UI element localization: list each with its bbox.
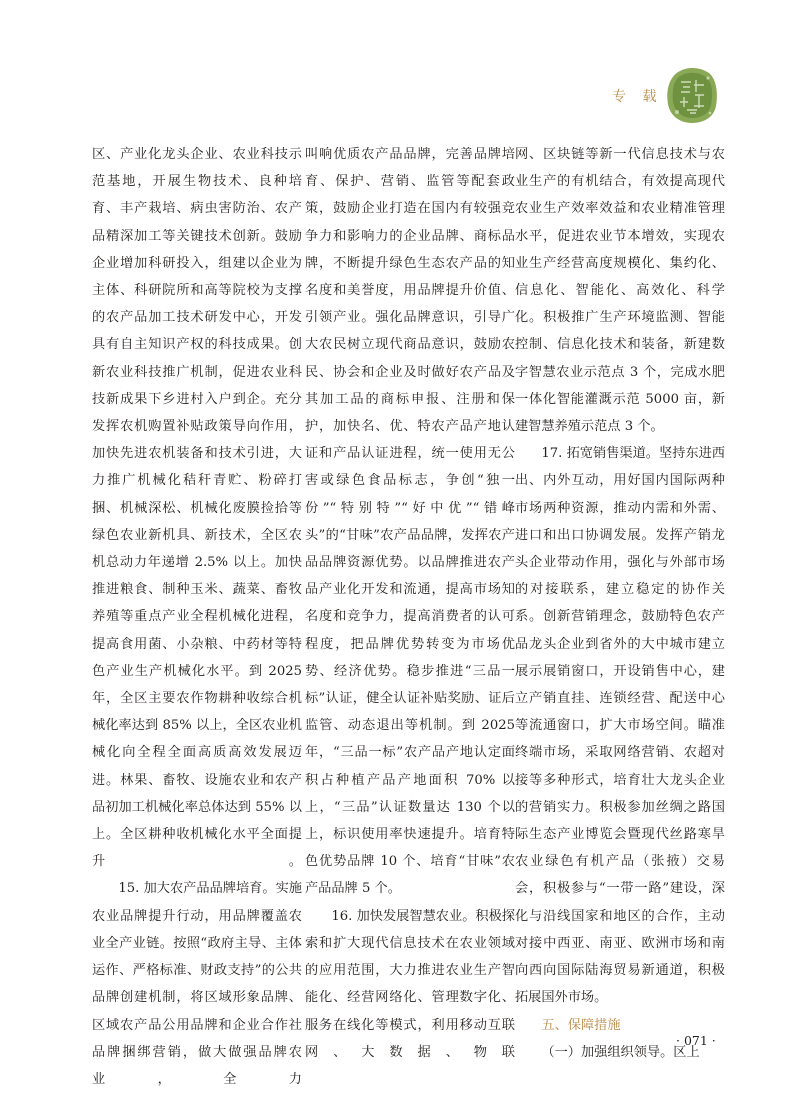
- paragraph: 17. 拓宽销售渠道。坚持东进西出、内外互动，用好国内国际两种市场两种资源，推动内需和外需、进口和出口协调发展。发挥产销龙头企业带动作用，强化与外部市场的对接联系，建立稳定的协作关系。创新营销理念，鼓励特色农产品龙头企业到省外的大中城市建立展示展销窗口，开设销售中心，建立产销直挂、连锁经营、配送中心等流通窗口，扩大市场空间。瞄准终端市场，采取网络营销、农超对接等多种形式，培育壮大龙头企业的营销实力。积极参加丝绸之路国际生态产业博览会暨现代丝路寒旱农业绿色有机产品（张掖）交易会，积极参与“一带一路”建设，深化与沿线国家和地区的合作，主动对接中西亚、南亚、欧洲市场和南向西向国际陆海贸易新通道，积极拓展国外市场。: [515, 446, 725, 1006]
- paragraph: 叫响优质农产品品牌，完善品牌培育、保护、营销、监管等配套政策，鼓励企业打造在国内有较强竞争力和影响力的企业品牌、商标品牌，不断提升绿色生态农产品的知名度和美誉度，用品牌提升价值、引领产业。强化品牌意识，引导广大农民树立现代商品意识，鼓励农民、协会和企业及时做好农产品及其加工品的商标申报、注册和保护，加快名、优、特农产品产地认证和产品认证进程，统一使用无公害或绿色食品标志，争创“独一份”“特别特”“好中优”“错峰头”的“甘味”农产品品牌，发挥农产品品牌资源优势。以品牌推进农产品产业化开发和流通，提高市场知名度和竞争力，提高消费者的认可程度，把品牌优势转变为市场优势、经济优势。稳步推进“三品一标”认证，健全认证补贴奖励、证后监管、动态退出等机制。到 2025 年，“三品一标”农产品产地认定面积占种植产品产地面积 70% 以上，“三品”认证数量达 130 个以上，标识使用率快速提升。培育特色优势品牌 10 个、培育“甘味”农产品品牌 5 个。: [305, 147, 515, 897]
- paragraph: 区、产业化龙头企业、农业科技示范基地，开展生物技术、良种培育、丰产栽培、病虫害防治、农产品精深加工等关键技术创新。鼓励企业增加科研投入，组建以企业为主体、科研院所和高等院校为支撑的农产品加工技术研发中心，开发具有自主知识产权的科技成果。创新农业科技推广机制，促进农业科技新成果下乡进村入户到企。充分发挥农机购置补贴政策导向作用，加快先进农机装备和技术引进，大力推广机械化秸秆青贮、粉碎打捆、机械深松、机械化废膜捡拾等绿色农业新机具、新技术，全区农机总动力年递增 2.5% 以上。加快推进粮食、制种玉米、蔬菜、畜牧养殖等重点产业全程机械化进程，提高食用菌、小杂粮、中药材等特色产业生产机械化水平。到 2025 年，全区主要农作物耕种收综合机械化率达到 85% 以上，全区农业机械化向全程全面高质高效发展迈进。林果、畜牧、设施农业和农产品初加工机械化率总体达到 55% 以上。全区耕种收机械化水平全面提升。: [92, 147, 302, 870]
- text-column-1: [92, 141, 302, 1093]
- green-seal-stamp-icon: [666, 66, 718, 124]
- section-label: 专 载: [612, 89, 663, 105]
- paragraph: 网、区块链等新一代信息技术与农业生产的有机结合，有效提高现代农业生产效率效益和农业精准管理水平，促进农业节本增效，实现农业生产经营高度规模化、集约化、信息化、智能化、高效化、科学化。积极推广生产环境监测、智能控制、信息化技术和装备，新建数字智慧农业示范点 3 个，完成水肥一体化智能灌溉示范 5000 亩，新建智慧养殖示范点 3 个。: [515, 147, 725, 435]
- section-heading: 五、保障措施: [541, 1017, 621, 1033]
- text-column-3: [515, 141, 725, 1066]
- page-number: · 071 ·: [676, 1033, 716, 1048]
- text-column-2: [305, 141, 515, 1066]
- paragraph: 15. 加大农产品品牌培育。实施农业品牌提升行动，用品牌覆盖农业全产业链。按照“政府主导、主体运作、严格标准、财政支持”的公共品牌创建机制，将区域形象品牌、区域农产品公用品牌和企业合作社品牌捆绑营销，做大做强品牌农业，全力: [92, 881, 302, 1087]
- paragraph: 16. 加快发展智慧农业。积极探索和扩大现代信息技术在农业领域的应用范围，大力推进农业生产智能化、经营网络化、管理数字化、服务在线化等模式，利用移动互联网、大数据、物联: [305, 908, 515, 1060]
- paragraph: （一）加强组织领导。区上: [541, 1044, 700, 1060]
